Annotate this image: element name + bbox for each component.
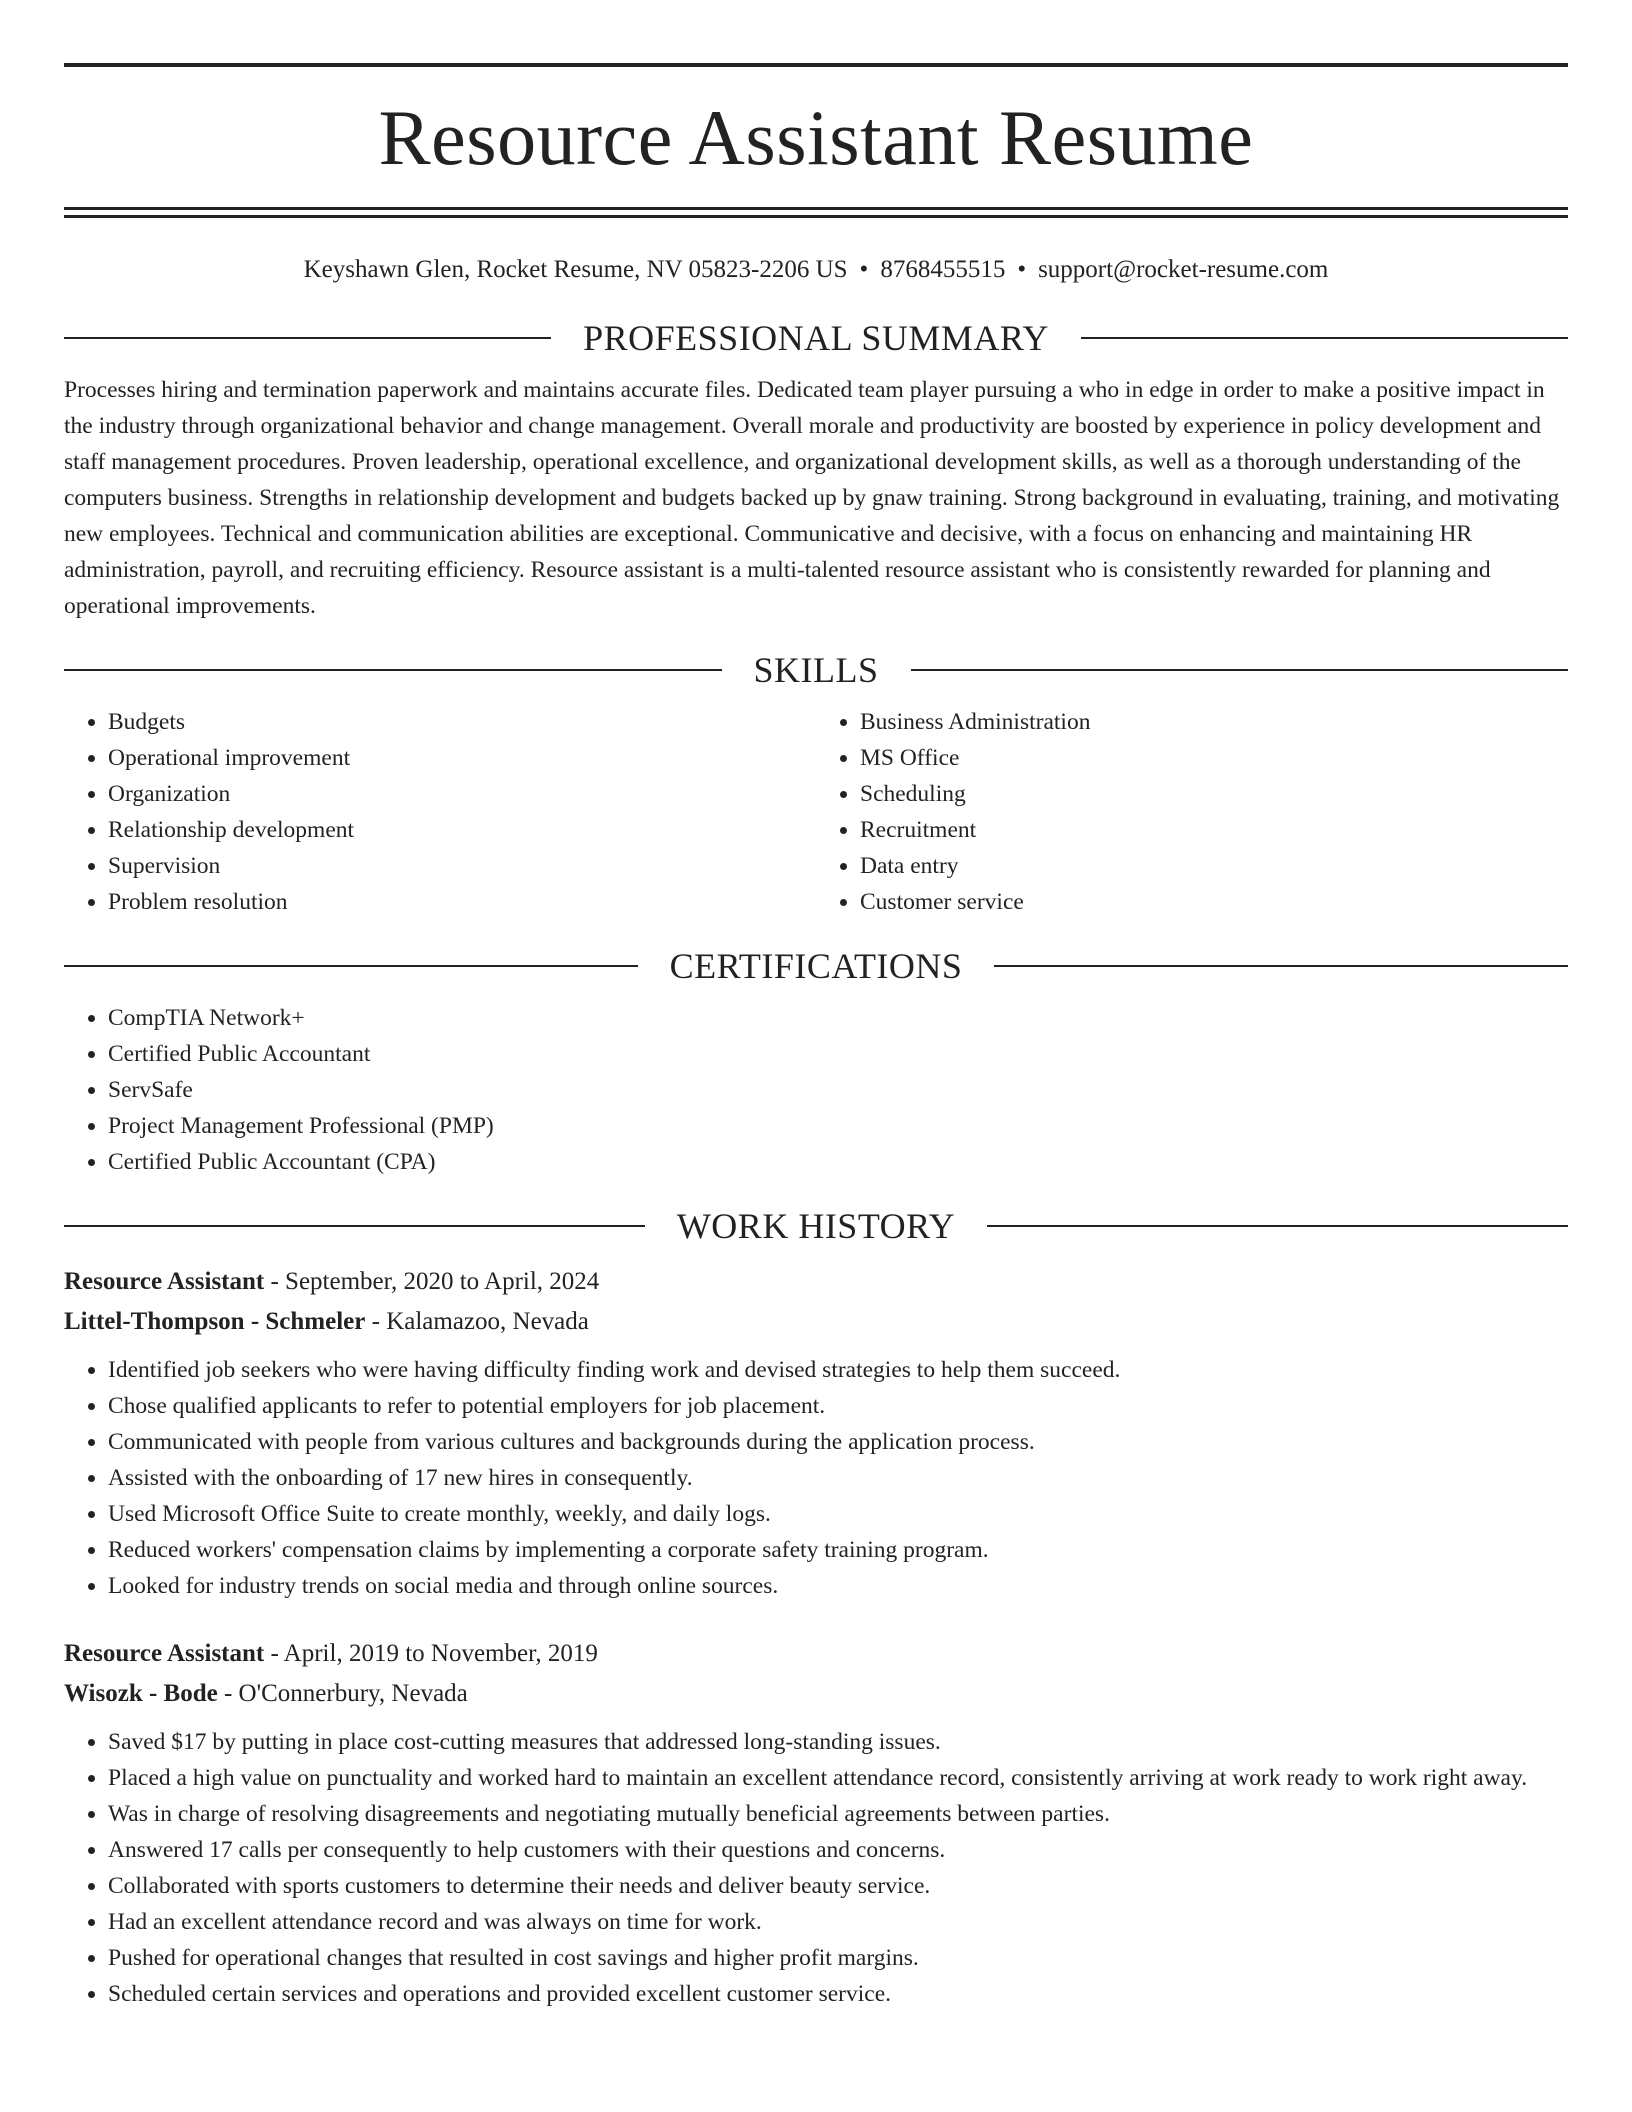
contact-separator: • bbox=[859, 256, 869, 283]
section-rule-left bbox=[64, 337, 551, 339]
skill-item: • Supervision bbox=[108, 848, 816, 884]
skill-item: • MS Office bbox=[860, 740, 1568, 776]
top-rule bbox=[64, 63, 1568, 67]
section-rule-right bbox=[987, 1225, 1568, 1227]
page-title: Resource Assistant Resume bbox=[378, 94, 1254, 181]
skills-list-right bbox=[816, 704, 1568, 920]
skills-section-header bbox=[64, 648, 1568, 692]
contact-separator: • bbox=[1017, 256, 1027, 283]
certification-item: • CompTIA Network+ bbox=[108, 1000, 1568, 1036]
skill-item: • Customer service bbox=[860, 884, 1568, 920]
skill-item: • Operational improvement bbox=[108, 740, 816, 776]
job-entry bbox=[64, 1262, 1568, 1604]
summary-section-header bbox=[64, 316, 1568, 360]
certifications-section-header bbox=[64, 944, 1568, 988]
job-bullet: • Chose qualified applicants to refer to potential employers for job placement. bbox=[108, 1388, 1568, 1424]
job-bullet: • Placed a high value on punctuality and worked hard to maintain an excellent attendance record, consistently arriving at work ready to work right away. bbox=[108, 1760, 1568, 1796]
job-bullet: • Looked for industry trends on social media and through online sources. bbox=[108, 1568, 1568, 1604]
skills-list-left bbox=[64, 704, 816, 920]
section-rule-right bbox=[911, 669, 1569, 671]
job-bullet: • Used Microsoft Office Suite to create monthly, weekly, and daily logs. bbox=[108, 1496, 1568, 1532]
contact-phone: 8768455515 bbox=[880, 256, 1006, 283]
job-company-line bbox=[64, 1674, 1568, 1714]
job-bullet: • Scheduled certain services and operations and provided excellent customer service. bbox=[108, 1976, 1568, 2012]
skill-item: • Scheduling bbox=[860, 776, 1568, 812]
certification-item: • Project Management Professional (PMP) bbox=[108, 1108, 1568, 1144]
skill-item: • Problem resolution bbox=[108, 884, 816, 920]
job-bullet: • Had an excellent attendance record and was always on time for work. bbox=[108, 1904, 1568, 1940]
skill-item: • Organization bbox=[108, 776, 816, 812]
work-section-title: WORK HISTORY bbox=[676, 1206, 956, 1246]
job-bullet-list bbox=[64, 1724, 1568, 2012]
contact-email: support@rocket-resume.com bbox=[1038, 256, 1329, 283]
skill-item: • Budgets bbox=[108, 704, 816, 740]
job-bullet: • Assisted with the onboarding of 17 new hires in consequently. bbox=[108, 1460, 1568, 1496]
job-bullet: • Communicated with people from various cultures and backgrounds during the application process. bbox=[108, 1424, 1568, 1460]
job-company: Littel-Thompson - Schmeler bbox=[64, 1308, 366, 1335]
job-dates: - September, 2020 to April, 2024 bbox=[264, 1268, 600, 1295]
title-double-rule bbox=[64, 207, 1568, 218]
certification-item: • Certified Public Accountant bbox=[108, 1036, 1568, 1072]
summary-section-title: PROFESSIONAL SUMMARY bbox=[583, 318, 1049, 358]
certification-item: • ServSafe bbox=[108, 1072, 1568, 1108]
section-rule-left bbox=[64, 1225, 645, 1227]
job-dates: - April, 2019 to November, 2019 bbox=[264, 1640, 598, 1667]
job-title-line bbox=[64, 1262, 1568, 1302]
job-bullet: • Was in charge of resolving disagreements and negotiating mutually beneficial agreements between parties. bbox=[108, 1796, 1568, 1832]
certification-item: • Certified Public Accountant (CPA) bbox=[108, 1144, 1568, 1180]
work-section-header bbox=[64, 1204, 1568, 1248]
section-rule-left bbox=[64, 669, 722, 671]
section-rule-right bbox=[994, 965, 1568, 967]
job-title: Resource Assistant bbox=[64, 1268, 265, 1295]
job-location: - O'Connerbury, Nevada bbox=[217, 1680, 468, 1707]
skill-item: • Business Administration bbox=[860, 704, 1568, 740]
job-company: Wisozk - Bode bbox=[64, 1680, 218, 1707]
section-rule-right bbox=[1081, 337, 1568, 339]
job-bullet-list bbox=[64, 1352, 1568, 1604]
job-location: - Kalamazoo, Nevada bbox=[365, 1308, 589, 1335]
job-entry bbox=[64, 1634, 1568, 2012]
certifications-section-title: CERTIFICATIONS bbox=[669, 946, 963, 986]
contact-line bbox=[64, 254, 1568, 286]
contact-address: Keyshawn Glen, Rocket Resume, NV 05823-2206 US bbox=[303, 256, 848, 283]
summary-text: Processes hiring and termination paperwork and maintains accurate files. Dedicated team player pursuing a who in edge in order to make a positive impact in the industry through organizational behavior and change management. Overall morale and productivity are boosted by experience in policy development and staff management procedures. Proven leadership, operational excellence, and organizational development skills, as well as a thorough understanding of the computers business. Strengths in relationship development and budgets backed up by gnaw training. Strong background in evaluating, training, and motivating new employees. Technical and communication abilities are exceptional. Communicative and decisive, with a focus on enhancing and maintaining HR administration, payroll, and recruiting efficiency. Resource assistant is a multi-talented resource assistant who is consistently rewarded for planning and operational improvements. bbox=[64, 377, 1560, 619]
job-title: Resource Assistant bbox=[64, 1640, 265, 1667]
job-title-line bbox=[64, 1634, 1568, 1674]
job-company-line bbox=[64, 1302, 1568, 1342]
job-bullet: • Reduced workers' compensation claims by implementing a corporate safety training program. bbox=[108, 1532, 1568, 1568]
job-bullet: • Saved $17 by putting in place cost-cutting measures that addressed long-standing issues. bbox=[108, 1724, 1568, 1760]
section-rule-left bbox=[64, 965, 638, 967]
resume-page bbox=[64, 0, 1568, 2012]
skill-item: • Data entry bbox=[860, 848, 1568, 884]
skill-item: • Recruitment bbox=[860, 812, 1568, 848]
job-bullet: • Identified job seekers who were having difficulty finding work and devised strategies to help them succeed. bbox=[108, 1352, 1568, 1388]
skills-columns bbox=[64, 704, 1568, 920]
skill-item: • Relationship development bbox=[108, 812, 816, 848]
certifications-list bbox=[64, 1000, 1568, 1180]
skills-section-title: SKILLS bbox=[753, 650, 879, 690]
job-bullet: • Answered 17 calls per consequently to help customers with their questions and concerns. bbox=[108, 1832, 1568, 1868]
job-bullet: • Pushed for operational changes that resulted in cost savings and higher profit margins. bbox=[108, 1940, 1568, 1976]
job-bullet: • Collaborated with sports customers to determine their needs and deliver beauty service. bbox=[108, 1868, 1568, 1904]
